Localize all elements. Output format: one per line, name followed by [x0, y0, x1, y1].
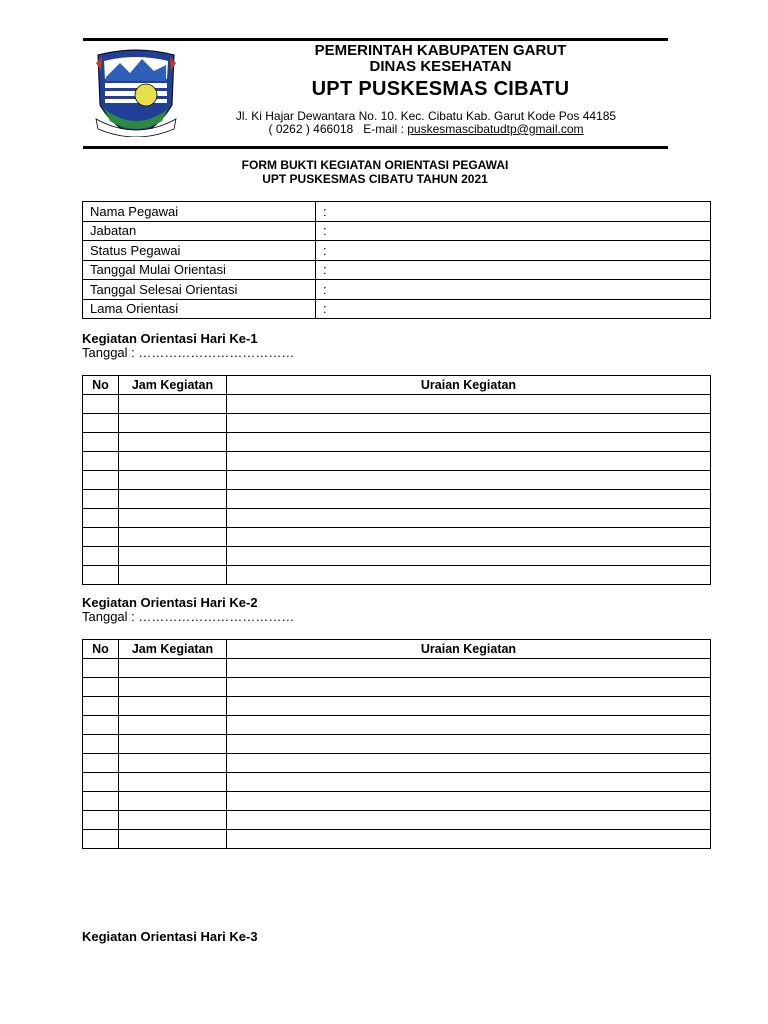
day-3-section-heading: [82, 930, 258, 944]
cell-no[interactable]: [83, 452, 119, 471]
info-value-field[interactable]: :: [316, 221, 711, 241]
info-label: Tanggal Selesai Orientasi: [83, 280, 316, 300]
cell-jam[interactable]: [119, 452, 227, 471]
cell-jam[interactable]: [119, 697, 227, 716]
cell-no[interactable]: [83, 433, 119, 452]
table-row: [83, 716, 711, 735]
email-label: E-mail :: [363, 122, 404, 136]
info-value-field[interactable]: :: [316, 280, 711, 300]
cell-no[interactable]: [83, 414, 119, 433]
cell-no[interactable]: [83, 792, 119, 811]
table-row: [83, 528, 711, 547]
cell-jam[interactable]: [119, 678, 227, 697]
employee-info-table: [82, 201, 711, 319]
table-row: [83, 509, 711, 528]
info-row: [83, 221, 711, 241]
info-label: Status Pegawai: [83, 241, 316, 261]
cell-uraian[interactable]: [227, 773, 711, 792]
cell-no[interactable]: [83, 773, 119, 792]
cell-uraian[interactable]: [227, 792, 711, 811]
cell-uraian[interactable]: [227, 490, 711, 509]
form-title: FORM BUKTI KEGIATAN ORIENTASI PEGAWAI: [241, 158, 509, 172]
cell-jam[interactable]: [119, 395, 227, 414]
table-row: [83, 566, 711, 585]
cell-uraian[interactable]: [227, 471, 711, 490]
cell-no[interactable]: [83, 471, 119, 490]
info-row: [83, 202, 711, 222]
table-row: [83, 678, 711, 697]
cell-uraian[interactable]: [227, 754, 711, 773]
cell-jam[interactable]: [119, 735, 227, 754]
cell-uraian[interactable]: [227, 678, 711, 697]
info-label: Lama Orientasi: [83, 299, 316, 319]
cell-jam[interactable]: [119, 547, 227, 566]
info-label: Tanggal Mulai Orientasi: [83, 260, 316, 280]
cell-jam[interactable]: [119, 433, 227, 452]
table-row: [83, 547, 711, 566]
table-row: [83, 659, 711, 678]
info-row: [83, 260, 711, 280]
day-1-section-heading: [82, 332, 294, 360]
cell-uraian[interactable]: [227, 433, 711, 452]
cell-jam[interactable]: [119, 792, 227, 811]
cell-no[interactable]: [83, 830, 119, 849]
col-header-no: No: [83, 640, 119, 659]
cell-uraian[interactable]: [227, 452, 711, 471]
government-name: PEMERINTAH KABUPATEN GARUT: [314, 42, 567, 59]
cell-no[interactable]: [83, 811, 119, 830]
cell-jam[interactable]: [119, 754, 227, 773]
cell-uraian[interactable]: [227, 716, 711, 735]
col-header-no: No: [83, 376, 119, 395]
cell-jam[interactable]: [119, 830, 227, 849]
info-row: [83, 280, 711, 300]
cell-uraian[interactable]: [227, 830, 711, 849]
date-line: Tanggal : ………………………………: [82, 609, 295, 624]
form-subtitle: UPT PUSKESMAS CIBATU TAHUN 2021: [262, 172, 488, 186]
cell-uraian[interactable]: [227, 697, 711, 716]
cell-no[interactable]: [83, 528, 119, 547]
phone-number: ( 0262 ) 466018: [268, 122, 354, 136]
info-row: [83, 241, 711, 261]
cell-jam[interactable]: [119, 659, 227, 678]
info-row: [83, 299, 711, 319]
cell-jam[interactable]: [119, 528, 227, 547]
cell-jam[interactable]: [119, 773, 227, 792]
table-header-row: [83, 640, 711, 659]
cell-no[interactable]: [83, 566, 119, 585]
cell-no[interactable]: [83, 509, 119, 528]
cell-uraian[interactable]: [227, 547, 711, 566]
cell-jam[interactable]: [119, 811, 227, 830]
day-1-activity-table: [82, 375, 711, 585]
day-2-section-heading: [82, 596, 294, 624]
cell-uraian[interactable]: [227, 414, 711, 433]
date-line: Tanggal : ………………………………: [82, 345, 295, 360]
col-header-uraian: Uraian Kegiatan: [227, 640, 711, 659]
contact-line: [220, 122, 632, 136]
cell-uraian[interactable]: [227, 659, 711, 678]
cell-jam[interactable]: [119, 490, 227, 509]
cell-no[interactable]: [83, 547, 119, 566]
info-label: Jabatan: [83, 221, 316, 241]
cell-no[interactable]: [83, 716, 119, 735]
cell-uraian[interactable]: [227, 566, 711, 585]
header-top-rule: [83, 38, 668, 41]
section-title: Kegiatan Orientasi Hari Ke-2: [82, 595, 258, 610]
cell-uraian[interactable]: [227, 735, 711, 754]
table-row: [83, 490, 711, 509]
table-row: [83, 811, 711, 830]
cell-no[interactable]: [83, 395, 119, 414]
cell-jam[interactable]: [119, 566, 227, 585]
table-row: [83, 471, 711, 490]
info-label: Nama Pegawai: [83, 202, 316, 222]
garut-regency-emblem: [92, 45, 180, 137]
cell-no[interactable]: [83, 490, 119, 509]
table-row: [83, 754, 711, 773]
info-value-field[interactable]: :: [316, 299, 711, 319]
email-link[interactable]: puskesmascibatudtp@gmail.com: [407, 122, 584, 136]
section-title: Kegiatan Orientasi Hari Ke-1: [82, 331, 258, 346]
agency-name: DINAS KESEHATAN: [369, 58, 512, 75]
table-row: [83, 735, 711, 754]
cell-uraian[interactable]: [227, 509, 711, 528]
header-bottom-rule: [83, 146, 668, 149]
col-header-jam: Jam Kegiatan: [119, 640, 227, 659]
institution-name: UPT PUSKESMAS CIBATU: [311, 78, 570, 100]
section-title: Kegiatan Orientasi Hari Ke-3: [82, 929, 258, 944]
table-header-row: [83, 376, 711, 395]
cell-uraian[interactable]: [227, 528, 711, 547]
cell-jam[interactable]: [119, 414, 227, 433]
cell-no[interactable]: [83, 678, 119, 697]
cell-no[interactable]: [83, 659, 119, 678]
table-row: [83, 433, 711, 452]
cell-jam[interactable]: [119, 471, 227, 490]
info-value-field[interactable]: :: [316, 260, 711, 280]
table-row: [83, 773, 711, 792]
cell-no[interactable]: [83, 754, 119, 773]
table-row: [83, 830, 711, 849]
cell-jam[interactable]: [119, 509, 227, 528]
cell-jam[interactable]: [119, 716, 227, 735]
address-line: Jl. Ki Hajar Dewantara No. 10. Kec. Cibatu Kab. Garut Kode Pos 44185: [235, 109, 617, 123]
table-row: [83, 792, 711, 811]
table-row: [83, 452, 711, 471]
cell-no[interactable]: [83, 735, 119, 754]
cell-uraian[interactable]: [227, 811, 711, 830]
table-row: [83, 414, 711, 433]
info-value-field[interactable]: :: [316, 202, 711, 222]
cell-no[interactable]: [83, 697, 119, 716]
day-2-activity-table: [82, 639, 711, 849]
table-row: [83, 395, 711, 414]
cell-uraian[interactable]: [227, 395, 711, 414]
col-header-uraian: Uraian Kegiatan: [227, 376, 711, 395]
col-header-jam: Jam Kegiatan: [119, 376, 227, 395]
table-row: [83, 697, 711, 716]
info-value-field[interactable]: :: [316, 241, 711, 261]
